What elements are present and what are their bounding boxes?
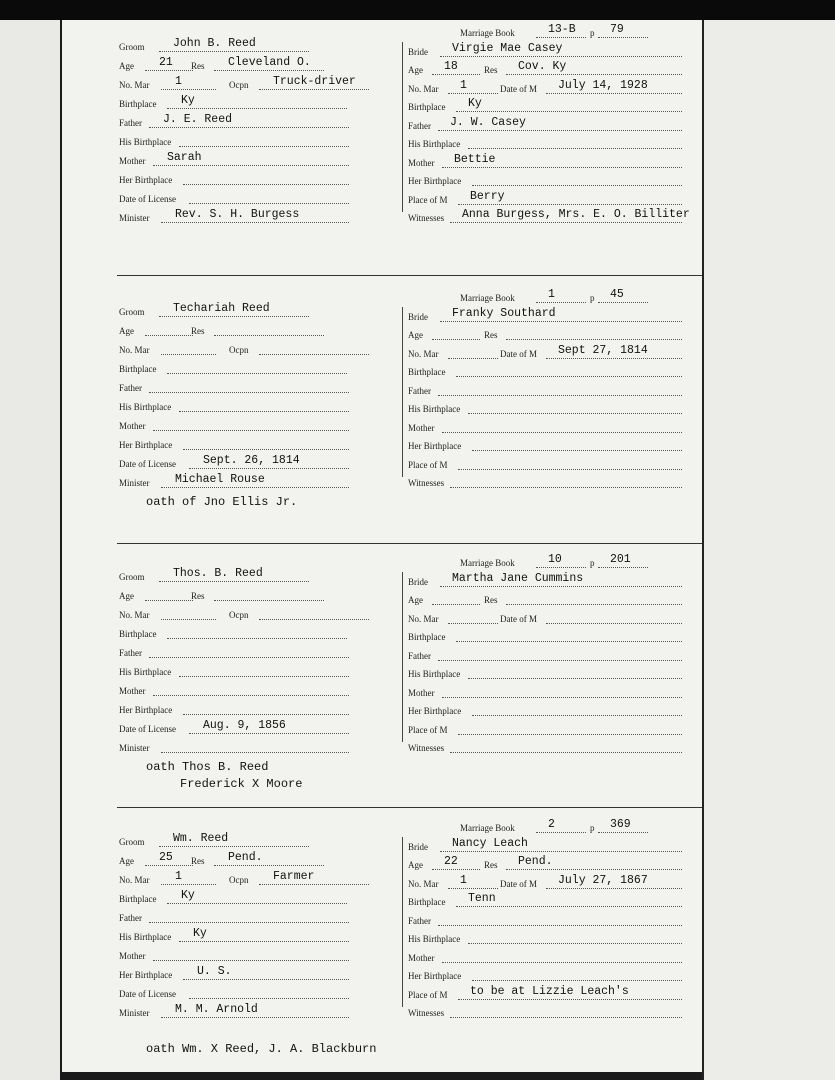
field-line <box>450 752 682 753</box>
field-line <box>149 922 349 923</box>
field-line <box>438 925 682 926</box>
field-line <box>167 903 347 904</box>
field-label: No. Mar <box>119 345 150 355</box>
column-separator <box>402 42 403 212</box>
field-line <box>153 960 349 961</box>
field-line <box>161 1017 349 1018</box>
field-label: Marriage Book <box>460 558 515 568</box>
field-label: Her Birthplace <box>119 175 173 185</box>
field-line <box>546 93 682 94</box>
field-line <box>153 695 349 696</box>
groom-ocpn: Farmer <box>273 870 315 883</box>
field-line <box>432 339 480 340</box>
field-label: No. Mar <box>408 613 439 624</box>
marriage-record-4 <box>62 815 702 1072</box>
field-line <box>450 222 682 223</box>
field-label: Birthplace <box>119 894 157 904</box>
column-separator <box>402 572 403 742</box>
field-line <box>145 335 193 336</box>
field-line <box>468 943 682 944</box>
field-line <box>179 146 349 147</box>
field-line <box>442 697 682 698</box>
groom-ocpn: Truck-driver <box>273 75 356 88</box>
groom-groom-birthplace: Ky <box>181 94 195 107</box>
field-label: Her Birthplace <box>408 971 462 981</box>
field-label: Ocpn <box>229 345 249 355</box>
field-line <box>167 373 347 374</box>
field-line <box>598 37 648 38</box>
field-line <box>161 222 349 223</box>
field-line <box>167 108 347 109</box>
field-line <box>442 167 682 168</box>
scan-bottom-border <box>62 1072 702 1080</box>
field-line <box>438 130 682 131</box>
field-label: Her Birthplace <box>408 706 462 716</box>
groom-groom: Techariah Reed <box>173 302 270 315</box>
field-line <box>468 678 682 679</box>
field-line <box>598 832 648 833</box>
field-label: Her Birthplace <box>408 176 462 186</box>
field-line <box>546 623 682 624</box>
field-label: Birthplace <box>408 367 446 377</box>
field-label: His Birthplace <box>408 404 461 414</box>
field-line <box>468 413 682 414</box>
field-label: Father <box>119 118 142 128</box>
bride-place-of-m: Berry <box>470 189 505 203</box>
field-label: Date of License <box>119 724 176 734</box>
groom-groom-res: Cleveland O. <box>228 56 311 69</box>
bride-bride-res: Pend. <box>518 855 553 868</box>
field-line <box>149 392 349 393</box>
field-label: Father <box>119 913 142 923</box>
field-line <box>183 714 349 715</box>
record-note: Frederick X Moore <box>180 777 303 791</box>
field-label: Minister <box>119 1008 150 1018</box>
field-label: Witnesses <box>408 1008 445 1018</box>
field-line <box>546 888 682 889</box>
bride-bride-age: 18 <box>444 60 458 73</box>
field-label: Ocpn <box>229 875 249 885</box>
field-line <box>448 93 498 94</box>
field-line <box>432 604 480 605</box>
groom-his-birthplace: Ky <box>193 927 207 940</box>
field-label: Date of M <box>500 613 537 624</box>
field-label: Witnesses <box>408 213 445 223</box>
field-line <box>506 74 682 75</box>
field-label: Age <box>408 860 423 870</box>
field-label: Mother <box>119 421 146 431</box>
bride-page: 369 <box>610 818 631 831</box>
field-line <box>161 619 216 620</box>
field-label: Age <box>119 591 134 601</box>
groom-minister: Rev. S. H. Burgess <box>175 208 300 221</box>
field-label: Birthplace <box>119 364 157 374</box>
marriage-record-2 <box>62 285 702 545</box>
field-label: Date of License <box>119 194 176 204</box>
field-label: Birthplace <box>119 99 157 109</box>
field-label: Her Birthplace <box>119 970 173 980</box>
field-line <box>189 733 349 734</box>
field-label: No. Mar <box>119 875 150 885</box>
field-label: Groom <box>119 307 145 317</box>
field-label: Age <box>119 326 134 336</box>
field-line <box>506 869 682 870</box>
groom-father: J. E. Reed <box>163 113 233 126</box>
groom-groom-age: 25 <box>159 851 173 864</box>
field-label: p <box>590 293 595 303</box>
bride-witnesses: Anna Burgess, Mrs. E. O. Billiter <box>462 208 690 221</box>
bride-date-of-m: July 14, 1928 <box>558 78 648 92</box>
field-label: Groom <box>119 837 145 847</box>
field-label: Res <box>484 595 498 605</box>
field-line <box>456 111 682 112</box>
field-label: Groom <box>119 572 145 582</box>
field-label: Mother <box>119 156 146 166</box>
scan-top-border <box>0 0 835 20</box>
field-line <box>432 869 480 870</box>
field-label: Birthplace <box>408 102 446 112</box>
field-label: No. Mar <box>119 80 150 90</box>
field-line <box>179 411 349 412</box>
groom-mother: Sarah <box>167 151 202 164</box>
field-line <box>149 127 349 128</box>
field-label: Age <box>119 856 134 866</box>
field-line <box>440 321 682 322</box>
bride-book: 1 <box>548 288 555 301</box>
field-line <box>161 89 216 90</box>
groom-groom-age: 21 <box>159 56 173 69</box>
field-line <box>458 204 682 205</box>
field-line <box>456 906 682 907</box>
field-line <box>259 884 369 885</box>
field-label: Date of M <box>500 878 537 889</box>
field-line <box>214 335 324 336</box>
groom-her-birthplace: U. S. <box>197 965 232 978</box>
field-label: Res <box>484 330 498 340</box>
field-label: Birthplace <box>408 632 446 642</box>
bride-book: 13-B <box>548 23 576 36</box>
groom-groom-res: Pend. <box>228 851 263 864</box>
field-label: Witnesses <box>408 478 445 488</box>
marriage-record-3 <box>62 550 702 810</box>
bride-bride-birthplace: Tenn <box>468 892 496 905</box>
field-label: His Birthplace <box>408 934 461 944</box>
field-label: Groom <box>119 42 145 52</box>
field-line <box>546 358 682 359</box>
field-label: Age <box>119 61 134 71</box>
field-label: Place of M <box>408 459 448 470</box>
field-line <box>456 376 682 377</box>
bride-date-of-m: July 27, 1867 <box>558 873 648 887</box>
field-label: Bride <box>408 311 428 322</box>
field-line <box>153 430 349 431</box>
field-line <box>468 148 682 149</box>
field-label: No. Mar <box>408 878 439 889</box>
field-line <box>259 619 369 620</box>
groom-date-of-license: Aug. 9, 1856 <box>203 719 286 732</box>
groom-groom-no-mar: 1 <box>175 870 182 883</box>
bride-page: 79 <box>610 23 624 36</box>
field-label: Place of M <box>408 194 448 205</box>
field-line <box>458 469 682 470</box>
record-note: oath Thos B. Reed <box>146 760 269 774</box>
field-label: Res <box>191 591 205 601</box>
field-line <box>448 888 498 889</box>
bride-bride-no-mar: 1 <box>460 873 467 887</box>
field-label: Father <box>408 915 431 926</box>
field-label: His Birthplace <box>119 932 172 942</box>
field-line <box>183 184 349 185</box>
bride-bride: Nancy Leach <box>452 836 528 850</box>
column-separator <box>402 307 403 477</box>
field-label: Mother <box>408 952 435 963</box>
field-line <box>442 432 682 433</box>
field-label: Birthplace <box>119 629 157 639</box>
field-line <box>159 316 309 317</box>
field-line <box>598 567 648 568</box>
field-line <box>159 846 309 847</box>
field-label: His Birthplace <box>408 669 461 679</box>
field-label: Her Birthplace <box>408 441 462 451</box>
field-label: Minister <box>119 478 150 488</box>
field-line <box>161 884 216 885</box>
record-note: oath of Jno Ellis Jr. <box>146 495 298 509</box>
field-label: Minister <box>119 213 150 223</box>
field-label: No. Mar <box>408 83 439 94</box>
bride-place-of-m: to be at Lizzie Leach's <box>470 984 629 998</box>
field-line <box>506 604 682 605</box>
field-line <box>179 941 349 942</box>
field-line <box>259 89 369 90</box>
field-line <box>145 70 193 71</box>
scan-left-margin <box>0 20 62 1080</box>
field-label: Father <box>119 648 142 658</box>
field-label: Date of M <box>500 83 537 94</box>
field-label: Mother <box>408 422 435 433</box>
field-label: Age <box>408 330 423 340</box>
groom-minister: M. M. Arnold <box>175 1003 258 1016</box>
field-line <box>536 302 586 303</box>
field-label: Birthplace <box>408 897 446 907</box>
field-line <box>189 468 349 469</box>
field-label: p <box>590 28 595 38</box>
field-line <box>536 832 586 833</box>
field-label: Mother <box>119 951 146 961</box>
groom-date-of-license: Sept. 26, 1814 <box>203 454 300 467</box>
field-line <box>189 203 349 204</box>
bride-bride-no-mar: 1 <box>460 78 467 92</box>
field-label: Bride <box>408 841 428 852</box>
field-line <box>438 660 682 661</box>
field-line <box>159 581 309 582</box>
bride-bride-birthplace: Ky <box>468 97 482 110</box>
field-line <box>472 185 682 186</box>
bride-page: 45 <box>610 288 624 301</box>
field-label: Age <box>408 65 423 75</box>
marriage-record-1 <box>62 20 702 280</box>
field-line <box>153 165 349 166</box>
field-line <box>456 641 682 642</box>
bride-book: 2 <box>548 818 555 831</box>
field-line <box>598 302 648 303</box>
field-label: Age <box>408 595 423 605</box>
field-label: Res <box>484 860 498 870</box>
field-label: No. Mar <box>408 348 439 359</box>
field-label: Date of M <box>500 348 537 359</box>
field-line <box>214 600 324 601</box>
groom-groom-birthplace: Ky <box>181 889 195 902</box>
field-line <box>438 395 682 396</box>
field-label: Mother <box>408 157 435 168</box>
field-line <box>183 979 349 980</box>
field-label: Minister <box>119 743 150 753</box>
bride-bride: Franky Southard <box>452 306 556 320</box>
field-line <box>440 56 682 57</box>
field-line <box>159 51 309 52</box>
field-label: Her Birthplace <box>119 705 173 715</box>
field-line <box>450 1017 682 1018</box>
record-note: oath Wm. X Reed, J. A. Blackburn <box>146 1042 377 1056</box>
groom-groom: Thos. B. Reed <box>173 567 263 580</box>
scan-right-margin <box>702 20 835 1080</box>
bride-bride-mother: Bettie <box>454 152 496 166</box>
field-label: Father <box>119 383 142 393</box>
field-label: Witnesses <box>408 743 445 753</box>
field-line <box>145 865 193 866</box>
record-sheet <box>62 20 702 1072</box>
field-label: Father <box>408 385 431 396</box>
field-label: Bride <box>408 46 428 57</box>
bride-page: 201 <box>610 553 631 566</box>
field-line <box>161 752 349 753</box>
field-line <box>472 980 682 981</box>
field-line <box>183 449 349 450</box>
field-line <box>440 586 682 587</box>
field-line <box>259 354 369 355</box>
field-line <box>506 339 682 340</box>
field-line <box>189 998 349 999</box>
field-label: His Birthplace <box>119 667 172 677</box>
field-label: Marriage Book <box>460 823 515 833</box>
field-label: Father <box>408 120 431 131</box>
bride-bride-age: 22 <box>444 855 458 868</box>
field-line <box>440 851 682 852</box>
field-line <box>161 487 349 488</box>
field-label: His Birthplace <box>119 402 172 412</box>
field-label: His Birthplace <box>408 139 461 149</box>
field-line <box>448 358 498 359</box>
field-line <box>536 567 586 568</box>
field-label: Res <box>191 61 205 71</box>
field-label: Father <box>408 650 431 661</box>
page-right-edge <box>702 20 704 1080</box>
field-label: Mother <box>119 686 146 696</box>
field-label: Ocpn <box>229 80 249 90</box>
field-label: Place of M <box>408 989 448 1000</box>
groom-groom: Wm. Reed <box>173 832 229 845</box>
field-line <box>458 734 682 735</box>
field-line <box>450 487 682 488</box>
field-label: Ocpn <box>229 610 249 620</box>
field-label: Bride <box>408 576 428 587</box>
field-line <box>214 865 324 866</box>
field-line <box>149 657 349 658</box>
field-line <box>448 623 498 624</box>
field-label: Marriage Book <box>460 28 515 38</box>
field-label: Res <box>191 856 205 866</box>
field-label: p <box>590 823 595 833</box>
field-line <box>145 600 193 601</box>
groom-groom-no-mar: 1 <box>175 75 182 88</box>
field-line <box>179 676 349 677</box>
groom-minister: Michael Rouse <box>175 473 265 486</box>
field-label: His Birthplace <box>119 137 172 147</box>
field-label: Res <box>484 65 498 75</box>
field-line <box>472 450 682 451</box>
bride-date-of-m: Sept 27, 1814 <box>558 343 648 357</box>
field-label: Mother <box>408 687 435 698</box>
field-line <box>472 715 682 716</box>
field-line <box>161 354 216 355</box>
field-line <box>214 70 324 71</box>
field-line <box>442 962 682 963</box>
field-label: p <box>590 558 595 568</box>
field-label: Marriage Book <box>460 293 515 303</box>
field-label: Date of License <box>119 459 176 469</box>
field-label: Her Birthplace <box>119 440 173 450</box>
field-line <box>432 74 480 75</box>
field-label: Place of M <box>408 724 448 735</box>
field-line <box>458 999 682 1000</box>
bride-bride: Virgie Mae Casey <box>452 41 563 55</box>
bride-bride-res: Cov. Ky <box>518 60 567 73</box>
field-label: No. Mar <box>119 610 150 620</box>
bride-bride: Martha Jane Cummins <box>452 571 584 585</box>
field-label: Date of License <box>119 989 176 999</box>
bride-bride-father: J. W. Casey <box>450 115 526 129</box>
field-line <box>167 638 347 639</box>
bride-book: 10 <box>548 553 562 566</box>
column-separator <box>402 837 403 1007</box>
field-line <box>536 37 586 38</box>
field-label: Res <box>191 326 205 336</box>
groom-groom: John B. Reed <box>173 37 256 50</box>
